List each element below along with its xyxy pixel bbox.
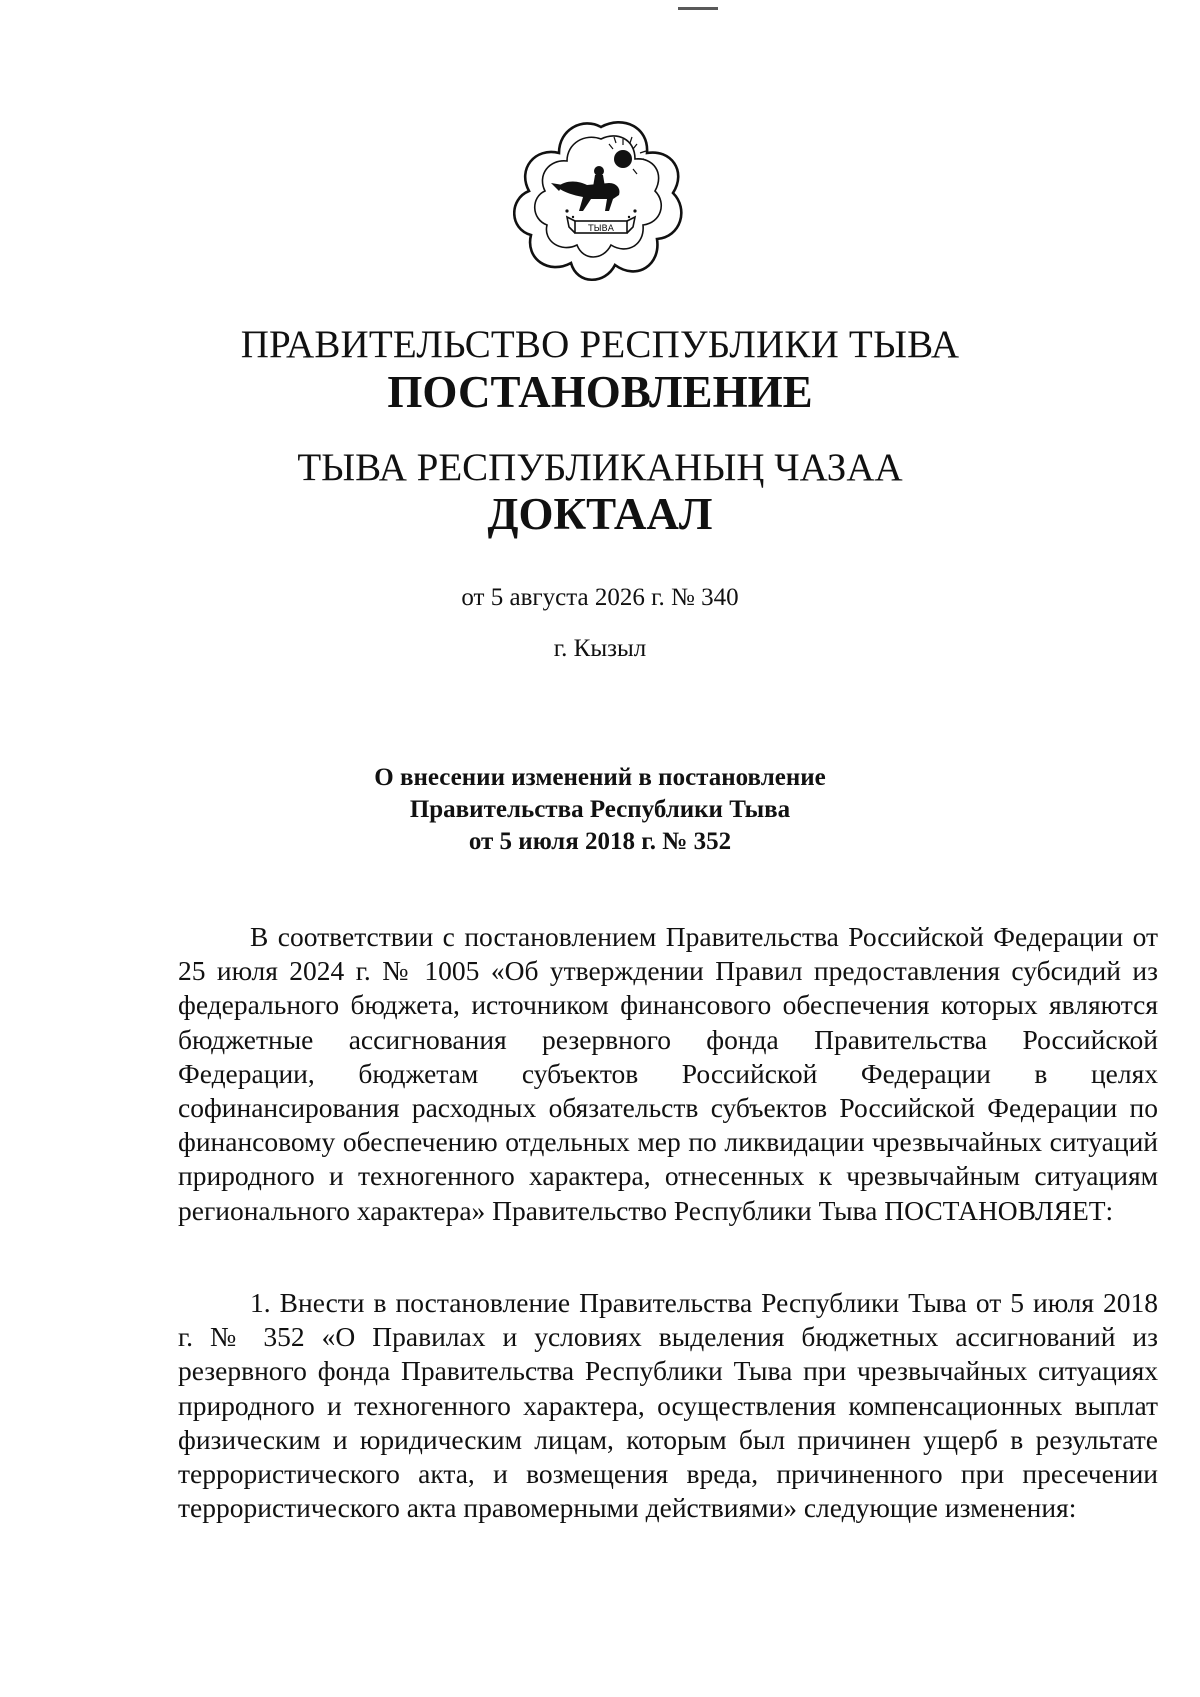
subject-line: от 5 июля 2018 г. № 352 bbox=[468, 828, 732, 855]
decree-title-tyv: ДОКТААЛ bbox=[487, 489, 713, 539]
clause-1-paragraph: 1. Внести в постановление Правительства Республики Тыва от 5 июля 2018 г. № 352 «О Правилах и условиях выделения бюджетных ассигнований из резервного фонда Правительства Республики Тыва при чрезвычайных ситуациях природного и техногенного характера, осуществления компенсационных выплат физическим и юридическим лицам, которым был причинен ущерб в результате террористического акта, и возмещения вреда, причиненного при пресечении террористического акта правомерными действиями» следующие изменения: bbox=[178, 1287, 1158, 1524]
emblem-caption: ТЫВА bbox=[588, 224, 614, 234]
subject-line: Правительства Республики Тыва bbox=[409, 796, 791, 823]
government-title-tyv: ТЫВА РЕСПУБЛИКАНЫҢ ЧАЗАА bbox=[297, 446, 903, 489]
preamble-paragraph: В соответствии с постановлением Правительства Российской Федерации от 25 июля 2024 г. № 1005 «Об утверждении Правил предоставления субсидий из федерального бюджета, источником финансового обеспечения которых являются бюджетные ассигнования резервного фонда Правительства Российской Федерации, бюджетам субъектов Российской Федерации в целях софинансирования расходных обязательств субъектов Российской Федерации по финансовому обеспечению отдельных мер по ликвидации чрезвычайных ситуаций природного и техногенного характера, отнесенных к чрезвычайным ситуациям регионального характера» Правительство Республики Тыва ПОСТАНОВЛЯЕТ: bbox=[178, 921, 1158, 1226]
government-title-ru: ПРАВИТЕЛЬСТВО РЕСПУБЛИКИ ТЫВА bbox=[240, 323, 960, 366]
tuva-emblem-icon bbox=[513, 113, 689, 289]
decree-place: г. Кызыл bbox=[553, 635, 647, 662]
decree-subject bbox=[0, 762, 1200, 858]
decree-title-ru: ПОСТАНОВЛЕНИЕ bbox=[387, 367, 813, 417]
subject-line: О внесении изменений в постановление bbox=[374, 764, 826, 791]
decree-date-number: от 5 августа 2026 г. № 340 bbox=[461, 584, 739, 611]
scan-artifact bbox=[678, 7, 718, 10]
